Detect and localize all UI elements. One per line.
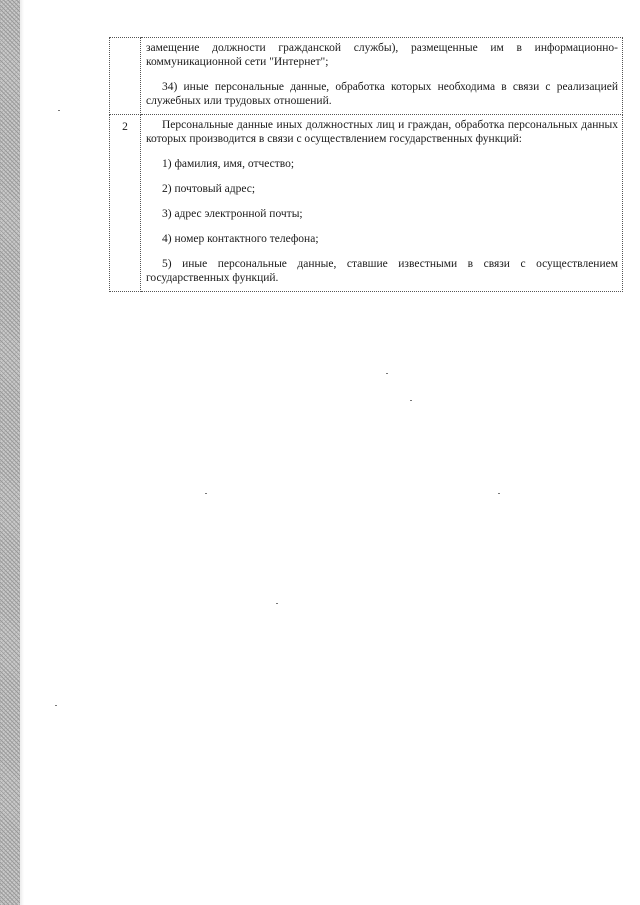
row-content [141,38,623,115]
scan-speck [386,373,388,374]
paragraph: 4) номер контактного телефона; [162,233,319,245]
row-content [141,115,623,292]
scan-edge [0,0,20,905]
scan-speck [58,110,60,111]
table-row [110,115,623,292]
paragraph: Персональные данные иных должностных лиц и граждан, обработка персональных данных которых производится в связи с осуществлением государственных функций: [146,119,618,145]
row-number: 2 [110,115,141,292]
paragraph: 1) фамилия, имя, отчество; [162,158,295,170]
scan-speck [55,705,57,706]
scan-speck [276,603,278,604]
scan-speck [205,493,207,494]
scan-speck [410,400,412,401]
paragraph: 3) адрес электронной почты; [162,208,303,220]
personal-data-table [109,37,623,292]
scan-edge-shadow [20,0,24,905]
row-number [110,38,141,115]
scan-speck [498,493,500,494]
paragraph: 5) иные персональные данные, ставшие известными в связи с осуществлением государственных функций. [146,258,618,284]
paragraph: 2) почтовый адрес; [162,183,256,195]
table-row [110,38,623,115]
paragraph: 34) иные персональные данные, обработка которых необходима в связи с реализацией служебных или трудовых отношений. [146,81,618,107]
paragraph: замещение должности гражданской службы), размещенные им в информационно-коммуникационной сети "Интернет"; [146,42,618,68]
